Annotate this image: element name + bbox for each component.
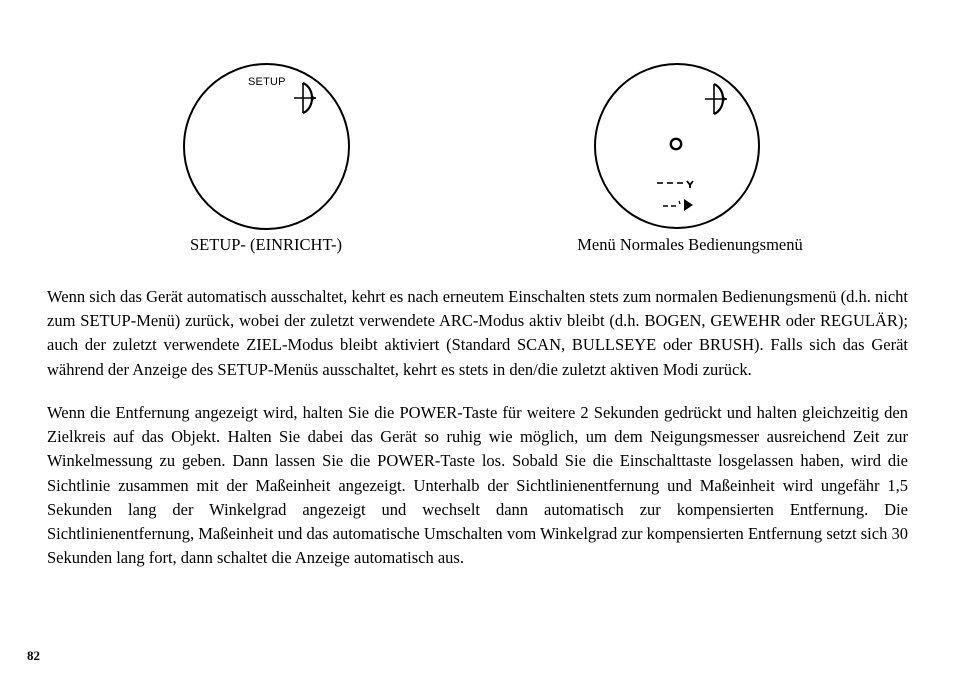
reticle-circle-icon <box>668 136 684 152</box>
paragraph-angle-measurement: Wenn die Entfernung angezeigt wird, halten Sie die POWER-Taste für weitere 2 Sekunden gedrückt und halten gleichzeitig den Zielkreis auf das Objekt. Halten Sie dabei das Gerät so ruhig wie möglich, um dem Neigungsmesser ausreichend Zeit zur Winkelmessung zu geben. Dann lassen Sie die POWER-Taste los. Sobald Sie die Einschalttaste losgelassen haben, wird die Sichtlinie zusammen mit der Maßeinheit angezeigt. Unterhalb der Sichtlinienentfernung und Maßeinheit wird ungefähr 1,5 Sekunden lang der Winkelgrad angezeigt und wechselt dann automatisch zur kompensierten Entfernung. Die Sichtlinienentfernung, Maßeinheit und das automatische Umschalten vom Winkelgrad zur kompensierten Entfernung setzt sich 30 Sekunden lang fort, dann schaltet die Anzeige automatisch aus. <box>47 403 908 568</box>
setup-figure-caption: SETUP- (EINRICHT-) <box>189 235 343 254</box>
setup-screen-label: SETUP <box>248 76 286 88</box>
angle-y-icon <box>655 177 697 189</box>
bow-icon <box>703 81 733 117</box>
setup-screen-display <box>183 63 350 230</box>
bow-icon <box>292 80 322 116</box>
arrow-play-icon <box>661 196 695 214</box>
paragraph-auto-shutoff: Wenn sich das Gerät automatisch ausschaltet, kehrt es nach erneutem Einschalten stets zum normalen Bedienungsmenü (d.h. nicht zum SETUP-Menü) zurück, wobei der zuletzt verwendete ARC-Modus aktiv bleibt (d.h. BOGEN, GEWEHR oder REGULÄR); auch der zuletzt verwendete ZIEL-Modus bleibt aktiviert (Standard SCAN, BULLSEYE oder BRUSH). Falls sich das Gerät während der Anzeige des SETUP-Menüs ausschaltet, kehrt es stets in den/die zuletzt aktiven Modi zurück. <box>47 287 908 379</box>
page-number: 82 <box>27 648 40 663</box>
normal-menu-figure-caption: Menü Normales Bedienungsmenü <box>577 235 803 254</box>
